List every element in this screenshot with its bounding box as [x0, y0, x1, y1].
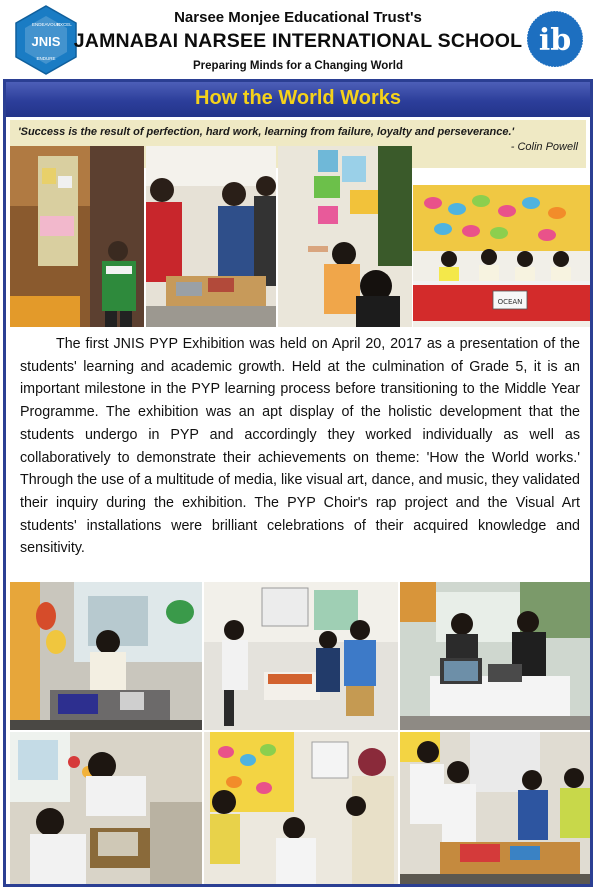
- photo-students-with-laptop: [400, 582, 590, 730]
- page-header: [0, 0, 596, 80]
- trust-name: Narsee Monjee Educational Trust's: [174, 9, 422, 26]
- logo-arc-left: ENDEAVOUR: [32, 22, 61, 27]
- logo-arc-bottom: ENDURE: [36, 56, 56, 61]
- school-tagline: Preparing Minds for a Changing World: [193, 60, 403, 72]
- logo-text: JNIS: [31, 34, 61, 49]
- quote-text: 'Success is the result of perfection, hard work, learning from failure, loyalty and perseverance.': [18, 126, 515, 138]
- photo-students-working-at-desk: [400, 732, 590, 884]
- photo-students-discussing: [204, 582, 398, 730]
- article-body: The first JNIS PYP Exhibition was held on April 20, 2017 as a presentation of the students' learning and academic growth. Held at the culmination of Grade 5, it is an important milestone in the PYP learning process before transitioning to the Middle Year Programme. The exhibition was an apt display of the holistic development that the students undergo in PYP and accordingly they worked individually as well as collaboratively to demonstrate their achievements on theme: 'How the World works.' Through the use of a multitude of media, like visual art, dance, and music, they validated their inquiry during the exhibition. The PYP Choir's rap project and the Visual Art students' installations were brilliant celebrations of their acquired knowledge and sensitivity.: [20, 336, 580, 557]
- photo-students-at-colorful-wall: [204, 732, 398, 884]
- ocean-sign-text: OCEAN: [497, 298, 523, 306]
- quote-author: - Colin Powell: [510, 141, 578, 153]
- photo-student-pointing-at-wall: [278, 146, 412, 327]
- photo-student-display-board: [10, 146, 144, 327]
- photo-student-with-models: [10, 582, 202, 730]
- school-name: JAMNABAI NARSEE INTERNATIONAL SCHOOL: [73, 30, 523, 52]
- ib-logo: [526, 10, 584, 68]
- photo-students-crafting: [10, 732, 202, 884]
- photo-ocean-presentation: [413, 185, 590, 327]
- photo-students-at-table: [146, 146, 276, 327]
- page-title: How the World Works: [195, 87, 401, 109]
- title-banner: [6, 82, 590, 117]
- newsletter-frame: [3, 79, 593, 887]
- logo-arc-right: EXCEL: [57, 22, 72, 27]
- ib-logo-text: ib: [538, 23, 572, 58]
